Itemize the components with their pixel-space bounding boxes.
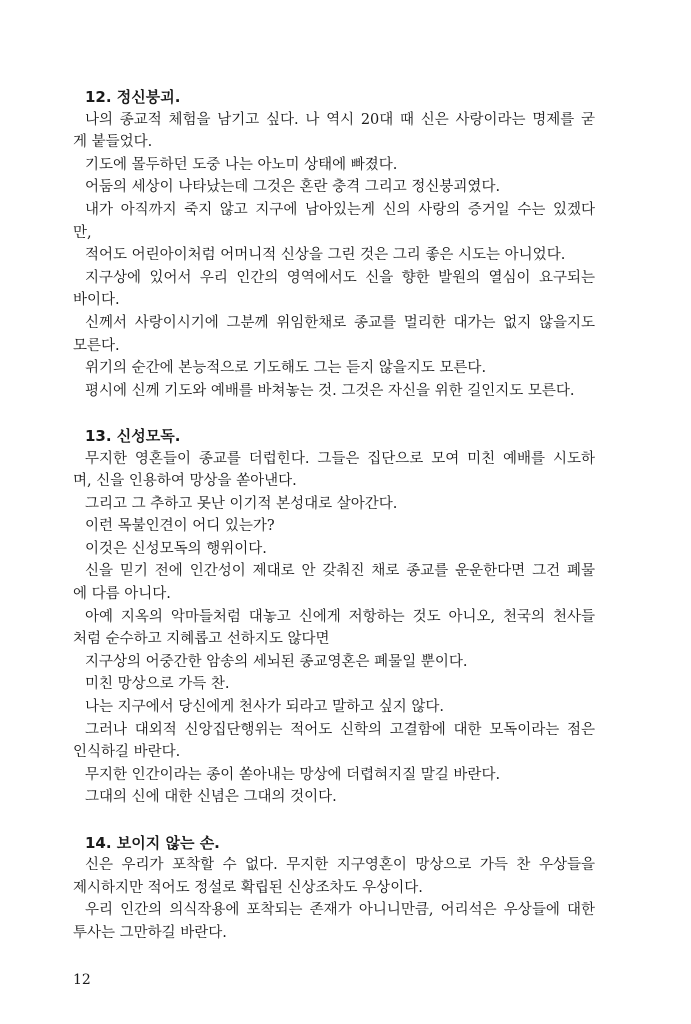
paragraph <box>73 786 595 809</box>
text-line: 기도에 몰두하던 도중 나는 아노미 상태에 빠졌다. <box>85 156 398 173</box>
paragraph <box>73 199 595 244</box>
section-heading: 14. 보이지 않는 손. <box>85 833 220 852</box>
text-line: 며, 신을 인용하여 망상을 쏟아낸다. <box>73 473 297 490</box>
text-line: 인식하길 바란다. <box>73 744 181 761</box>
paragraph <box>73 244 595 267</box>
paragraph <box>73 493 595 516</box>
text-line: 우리 인간의 의식작용에 포착되는 존재가 아니니만큼, 어리석은 우상들에 대한 <box>85 902 595 919</box>
text-line: 미친 망상으로 가득 찬. <box>85 676 230 693</box>
paragraph <box>73 267 595 312</box>
text-line: 무지한 영혼들이 종교를 더럽힌다. 그들은 집단으로 모여 미친 예배를 시도하 <box>85 450 595 467</box>
paragraph <box>73 357 595 380</box>
text-line: 만, <box>73 224 92 241</box>
section-heading: 12. 정신붕괴. <box>85 88 181 106</box>
text-line: 지구상의 어중간한 암송의 세뇌된 종교영혼은 폐물일 뿐이다. <box>85 653 468 670</box>
paragraph <box>73 673 595 696</box>
text-line: 에 다름 아니다. <box>73 586 171 603</box>
text-line: 평시에 신께 기도와 예배를 바쳐놓는 것. 그것은 자신을 위한 길인지도 모른다. <box>85 382 575 399</box>
text-line: 게 붙들었다. <box>73 134 153 151</box>
text-line: 그리고 그 추하고 못난 이기적 본성대로 살아간다. <box>85 495 398 512</box>
text-line: 처럼 순수하고 지혜롭고 선하지도 않다면 <box>73 631 330 648</box>
text-line: 바이다. <box>73 292 120 309</box>
text-line: 그대의 신에 대한 신념은 그대의 것이다. <box>85 789 337 806</box>
page-body <box>73 86 595 967</box>
paragraph <box>73 560 595 605</box>
text-line: 내가 아직까지 죽지 않고 지구에 남아있는게 신의 사랑의 증거일 수는 있겠다 <box>85 201 595 218</box>
text-line: 신께서 사랑이시기에 그분께 위임한채로 종교를 멀리한 대가는 없지 않을지도 <box>85 314 595 331</box>
text-line: 투사는 그만하길 바란다. <box>73 924 227 941</box>
text-line: 어둠의 세상이 나타났는데 그것은 혼란 충격 그리고 정신붕괴였다. <box>85 179 501 196</box>
paragraph <box>73 154 595 177</box>
text-line: 이런 목불인견이 어디 있는가? <box>85 518 275 535</box>
paragraph <box>73 651 595 674</box>
page-number: 12 <box>73 972 91 988</box>
text-line: 무지한 인간이라는 종이 쏟아내는 망상에 더렵혀지질 말길 바란다. <box>85 766 501 783</box>
text-line: 신을 믿기 전에 인간성이 제대로 안 갖춰진 채로 종교를 운운한다면 그건 폐물 <box>85 563 595 580</box>
paragraph <box>73 448 595 493</box>
paragraph <box>73 764 595 787</box>
section <box>73 86 595 402</box>
paragraph <box>73 854 595 899</box>
paragraph <box>73 380 595 403</box>
text-line: 그러나 대외적 신앙집단행위는 적어도 신학의 고결함에 대한 모독이라는 점은 <box>85 721 595 738</box>
paragraph <box>73 606 595 651</box>
section <box>73 832 595 945</box>
text-line: 제시하지만 적어도 정설로 확립된 신상조차도 우상이다. <box>73 879 423 896</box>
paragraph <box>73 538 595 561</box>
paragraph <box>73 696 595 719</box>
text-line: 신은 우리가 포착할 수 없다. 무지한 지구영혼이 망상으로 가득 찬 우상들을 <box>85 857 595 874</box>
paragraph <box>73 176 595 199</box>
text-line: 적어도 어린아이처럼 어머니적 신상을 그린 것은 그리 좋은 시도는 아니었다. <box>85 247 566 264</box>
section-heading: 13. 신성모독. <box>85 426 181 445</box>
text-line: 지구상에 있어서 우리 인간의 영역에서도 신을 향한 발원의 열심이 요구되는 <box>85 269 595 286</box>
paragraph <box>73 109 595 154</box>
text-line: 위기의 순간에 본능적으로 기도해도 그는 듣지 않을지도 모른다. <box>85 360 487 377</box>
paragraph <box>73 899 595 944</box>
paragraph <box>73 719 595 764</box>
text-line: 나는 지구에서 당신에게 천사가 되라고 말하고 싶지 않다. <box>85 699 445 716</box>
paragraph <box>73 312 595 357</box>
text-line: 모른다. <box>73 337 120 354</box>
text-line: 나의 종교적 체험을 남기고 싶다. 나 역시 20대 때 신은 사랑이라는 명제를 굳 <box>85 111 595 128</box>
section <box>73 425 595 809</box>
paragraph <box>73 515 595 538</box>
text-line: 아예 지옥의 악마들처럼 대놓고 신에게 저항하는 것도 아니오, 천국의 천사들 <box>85 608 595 625</box>
text-line: 이것은 신성모독의 행위이다. <box>85 540 267 557</box>
